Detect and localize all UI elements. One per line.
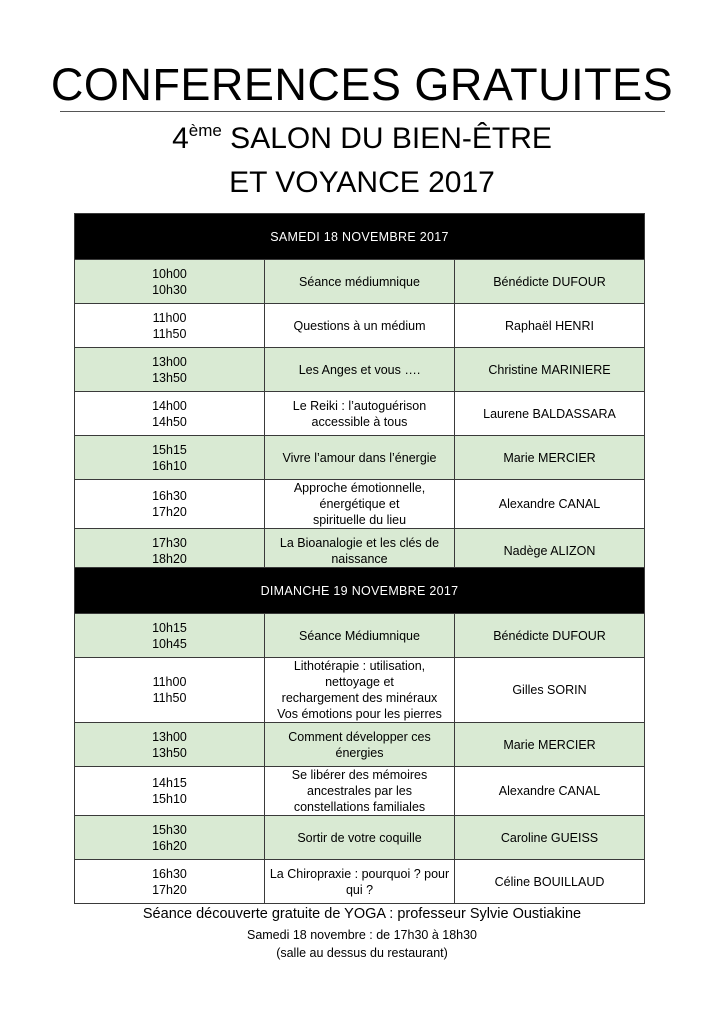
time-slot	[75, 392, 265, 436]
end-time: 13h50	[152, 370, 187, 385]
speaker-name: Caroline GUEISS	[455, 816, 645, 860]
talk-title-line: Se libérer des mémoires ancestrales par les	[291, 768, 428, 798]
talk-title-line: Séance Médiumnique	[299, 628, 420, 643]
poster-title: CONFERENCES GRATUITES	[50, 59, 674, 110]
talk-title	[265, 529, 455, 573]
schedule-row	[75, 348, 645, 392]
start-time: 16h30	[152, 866, 187, 881]
time-slot	[75, 480, 265, 529]
talk-title-line: spirituelle du lieu	[312, 513, 407, 527]
end-time: 16h10	[152, 458, 187, 473]
schedule-row	[75, 816, 645, 860]
talk-title-line: La Chiropraxie : pourquoi ? pour qui ?	[269, 866, 450, 897]
subtitle-salon: SALON DU BIEN-ÊTRE	[221, 122, 552, 155]
speaker-name: Christine MARINIERE	[455, 348, 645, 392]
schedule-row	[75, 614, 645, 658]
start-time: 17h30	[152, 535, 187, 550]
talk-title-line: Approche émotionnelle, énergétique et	[293, 481, 426, 511]
speaker-name: Nadège ALIZON	[455, 529, 645, 573]
subtitle-superscript: ème	[188, 121, 222, 140]
talk-title-line: La Bioanalogie et les clés de naissance	[279, 535, 440, 566]
speaker-name: Raphaël HENRI	[455, 304, 645, 348]
talk-title	[265, 860, 455, 904]
talk-title-line: rechargement des minéraux	[281, 691, 438, 705]
speaker-name: Bénédicte DUFOUR	[455, 614, 645, 658]
schedule-row	[75, 260, 645, 304]
end-time: 14h50	[152, 414, 187, 429]
talk-title-line: Séance médiumnique	[299, 274, 420, 289]
subtitle-line-2: ET VOYANCE 2017	[229, 166, 495, 199]
end-time: 10h45	[152, 636, 187, 651]
end-time: 10h30	[152, 282, 187, 297]
end-time: 11h50	[152, 326, 187, 341]
saturday-heading: SAMEDI 18 NOVEMBRE 2017	[75, 214, 645, 260]
speaker-name: Céline BOUILLAUD	[455, 860, 645, 904]
speaker-name: Marie MERCIER	[455, 436, 645, 480]
schedule-row	[75, 723, 645, 767]
talk-title-line: Vivre l’amour dans l’énergie	[282, 450, 437, 465]
subtitle-number: 4	[172, 122, 189, 155]
talk-title-line: Lithotérapie : utilisation, nettoyage et	[293, 659, 426, 689]
talk-title-line: constellations familiales	[293, 800, 426, 814]
time-slot	[75, 860, 265, 904]
speaker-name: Marie MERCIER	[455, 723, 645, 767]
end-time: 11h50	[152, 691, 187, 705]
time-slot	[75, 816, 265, 860]
talk-title-line: Questions à un médium	[293, 318, 426, 333]
speaker-name: Gilles SORIN	[455, 658, 645, 723]
talk-title	[265, 614, 455, 658]
start-time: 11h00	[152, 310, 187, 325]
time-slot	[75, 348, 265, 392]
talk-title	[265, 436, 455, 480]
yoga-session-location: (salle au dessus du restaurant)	[276, 946, 448, 960]
time-slot	[75, 304, 265, 348]
talk-title-line: Le Reiki : l’autoguérison accessible à tous	[292, 398, 427, 429]
sunday-heading: DIMANCHE 19 NOVEMBRE 2017	[75, 568, 645, 614]
start-time: 16h30	[152, 489, 187, 503]
time-slot	[75, 260, 265, 304]
talk-title	[265, 767, 455, 816]
schedule-row	[75, 304, 645, 348]
end-time: 13h50	[152, 745, 187, 760]
sunday-schedule-table	[74, 567, 645, 904]
subtitle-line-1	[0, 120, 724, 158]
end-time: 18h20	[152, 551, 187, 566]
speaker-name: Alexandre CANAL	[455, 480, 645, 529]
talk-title	[265, 392, 455, 436]
end-time: 16h20	[152, 838, 187, 853]
talk-title-line: Vos émotions pour les pierres	[277, 707, 442, 721]
talk-title	[265, 304, 455, 348]
talk-title	[265, 816, 455, 860]
schedule-row	[75, 392, 645, 436]
speaker-name: Alexandre CANAL	[455, 767, 645, 816]
talk-title-line: Sortir de votre coquille	[297, 830, 422, 845]
speaker-name: Bénédicte DUFOUR	[455, 260, 645, 304]
time-slot	[75, 723, 265, 767]
title-underline	[60, 111, 665, 112]
time-slot	[75, 658, 265, 723]
start-time: 10h15	[152, 620, 187, 635]
speaker-name: Laurene BALDASSARA	[455, 392, 645, 436]
talk-title-line: Comment développer ces énergies	[288, 729, 431, 760]
yoga-session-note: Séance découverte gratuite de YOGA : professeur Sylvie Oustiakine	[142, 906, 582, 922]
time-slot	[75, 436, 265, 480]
talk-title	[265, 480, 455, 529]
talk-title	[265, 260, 455, 304]
talk-title	[265, 658, 455, 723]
talk-title-line: Les Anges et vous ….	[298, 362, 421, 377]
schedule-row	[75, 860, 645, 904]
time-slot	[75, 614, 265, 658]
start-time: 15h15	[152, 442, 187, 457]
schedule-row	[75, 767, 645, 816]
time-slot	[75, 767, 265, 816]
start-time: 10h00	[152, 266, 187, 281]
end-time: 17h20	[152, 505, 187, 519]
saturday-schedule-table	[74, 213, 645, 573]
start-time: 14h00	[152, 398, 187, 413]
end-time: 17h20	[152, 882, 187, 897]
talk-title	[265, 348, 455, 392]
yoga-session-time: Samedi 18 novembre : de 17h30 à 18h30	[246, 928, 478, 942]
talk-title	[265, 723, 455, 767]
start-time: 11h00	[152, 675, 187, 689]
schedule-row	[75, 529, 645, 573]
start-time: 14h15	[152, 776, 187, 790]
schedule-row	[75, 436, 645, 480]
schedule-row	[75, 480, 645, 529]
start-time: 15h30	[152, 822, 187, 837]
time-slot	[75, 529, 265, 573]
start-time: 13h00	[152, 729, 187, 744]
schedule-row	[75, 658, 645, 723]
end-time: 15h10	[152, 792, 187, 806]
start-time: 13h00	[152, 354, 187, 369]
